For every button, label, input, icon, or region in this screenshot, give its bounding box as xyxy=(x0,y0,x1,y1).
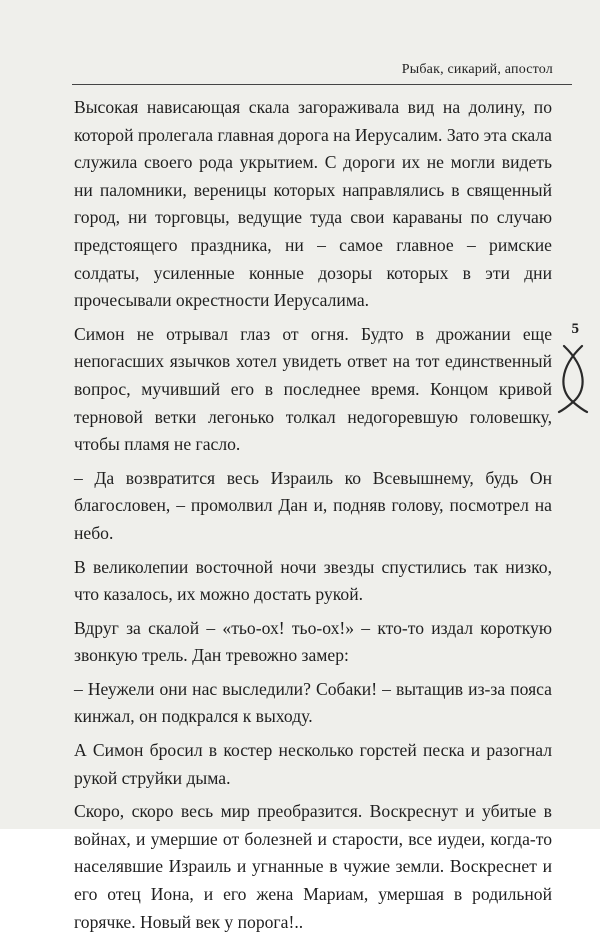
paragraph: Скоро, скоро весь мир преобразится. Воскреснут и убитые в войнах, и умершие от болезней и старости, все иудеи, когда-то населявшие Израиль и угнанные в чужие земли. Воскреснет и его отец Иона, и его жена Мариам, умершая в родильной горячке. Новый век у порога!.. xyxy=(74,801,552,932)
paragraph: Вдруг за скалой – «тьо-ох! тьо-ох!» – кто-то издал короткую звонкую трель. Дан тревожно замер: xyxy=(74,617,552,666)
paragraph: – Да возвратится весь Израиль ко Всевышнему, будь Он благословен, – промолвил Дан и, подняв голову, посмотрел на небо. xyxy=(74,467,552,543)
page-number: 5 xyxy=(571,321,579,337)
header-rule xyxy=(72,84,572,85)
paragraph: Высокая нависающая скала загораживала вид на долину, по которой пролегала главная дорога на Иерусалим. Зато эта скала служила своего рода укрытием. С дороги их не могли видеть ни паломники, вереницы которых направлялись в священный город, ни торговцы, ведущие туда свои караваны по случаю предстоящего праздника, ни – самое главное – римские солдаты, усиленные конные дозоры которых в эти дни прочесывали окрестности Иерусалима. xyxy=(74,97,552,311)
running-title: Рыбак, сикарий, апостол xyxy=(401,62,553,77)
paragraph: Симон не отрывал глаз от огня. Будто в дрожании еще непогасших язычков хотел увидеть ответ на тот единственный вопрос, мучивший его в последнее время. Концом кривой терновой ветки легонько толкал недогоревшую головешку, чтобы пламя не гасло. xyxy=(74,323,552,455)
paragraph: – Неужели они нас выследили? Собаки! – вытащив из-за пояса кинжал, он подкрался к выходу. xyxy=(74,678,552,727)
paragraph: А Симон бросил в костер несколько горстей песка и разогнал рукой струйки дыма. xyxy=(74,740,552,788)
main-text xyxy=(74,94,552,942)
page-header xyxy=(0,0,600,92)
paragraph: В великолепии восточной ночи звезды спустились так низко, что казалось, их можно достать рукой. xyxy=(74,556,552,605)
ichthys-fish-icon xyxy=(557,344,589,414)
